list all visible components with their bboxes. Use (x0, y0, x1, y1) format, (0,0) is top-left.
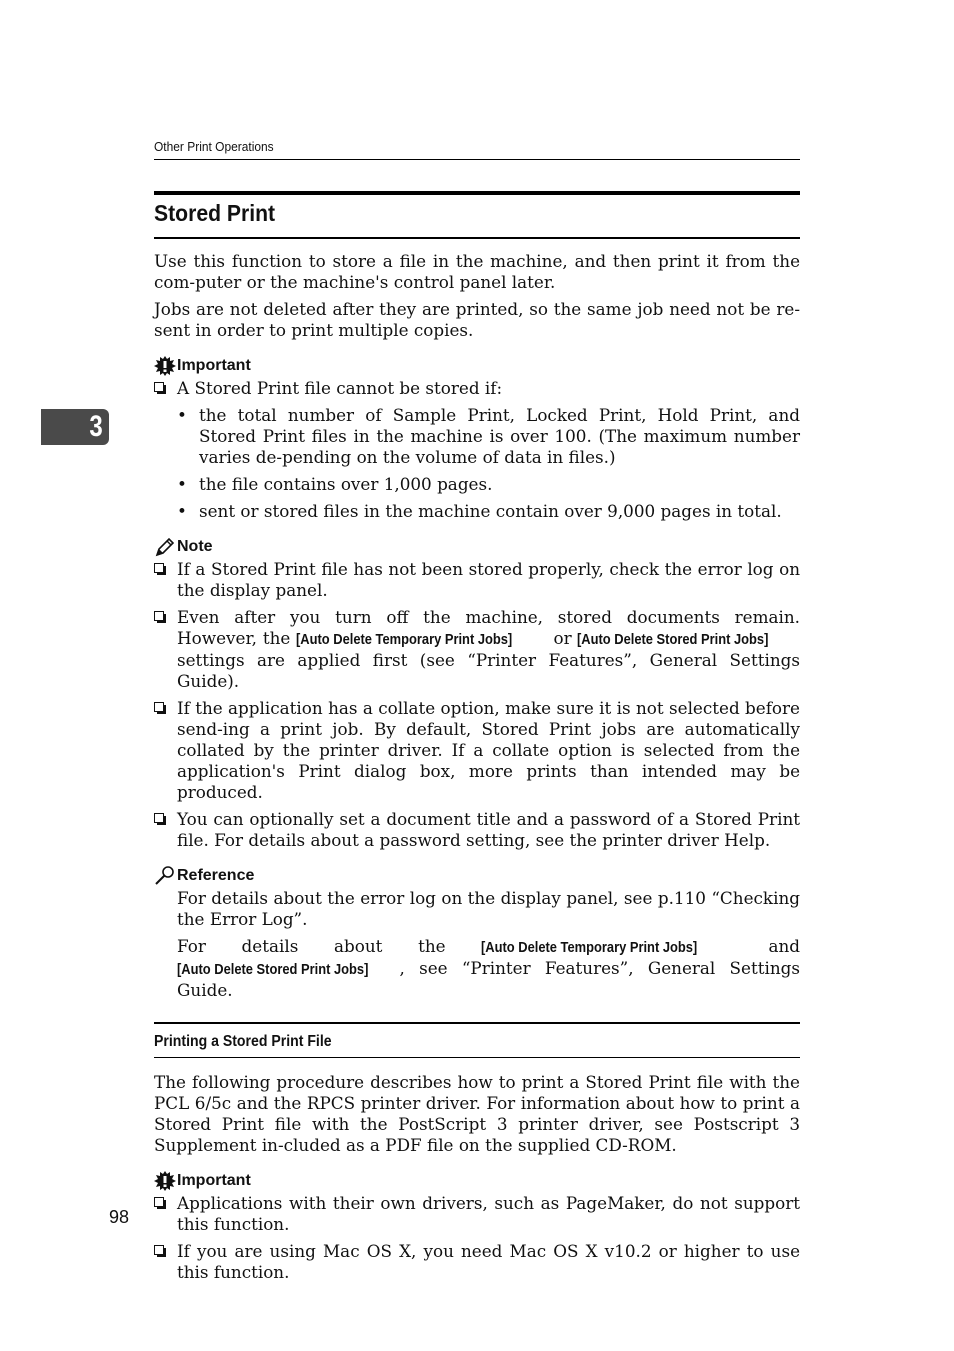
list-item: • sent or stored files in the machine contain over 9,000 pages in total. (154, 501, 800, 522)
reference-text: For details about the (177, 936, 482, 956)
checkbox-bullet-icon (154, 1245, 164, 1255)
key-label: [Auto Delete Stored Print Jobs] (177, 961, 369, 978)
running-header: Other Print Operations (154, 139, 274, 154)
important-bullet-list (154, 405, 800, 522)
note-item (154, 607, 800, 692)
reference-paragraph (154, 936, 800, 1001)
chapter-tab (41, 409, 109, 445)
note-item-text: or (547, 628, 578, 648)
subsection-paragraph: The following procedure describes how to print a Stored Print file with the PCL 6/5c and the RPCS printer driver. For information about how to print a Stored Print file with the PostScript 3 printer driver, see Postscript 3 Supplement in-cluded as a PDF file on the supplied CD-ROM. (154, 1072, 800, 1155)
note-item-text: Even after you turn off the machine, stored documents remain. However, the (177, 607, 800, 648)
note-item-text: settings are applied first (see “Printer Features”, General Settings Guide). (177, 650, 800, 691)
page-number: 98 (109, 1207, 130, 1227)
checkbox-bullet-icon (154, 1197, 164, 1207)
reference-label: Reference (177, 867, 255, 884)
list-item: • the total number of Sample Print, Locked Print, Hold Print, and Stored Print files in the machine is over 100. (The maximum number varies de-pending on the volume of data in files.) (154, 405, 800, 468)
checkbox-bullet-icon (154, 702, 164, 712)
important-item (154, 378, 800, 399)
section-top-rule (154, 191, 800, 195)
important-item (154, 1193, 800, 1235)
magnifier-icon (154, 866, 176, 886)
important-item-text: If you are using Mac OS X, you need Mac OS X v10.2 or higher to use this function. (177, 1241, 800, 1282)
checkbox-bullet-icon (154, 813, 164, 823)
note-item-text: If the application has a collate option, make sure it is not selected before send-ing a print job. By default, Stored Print jobs are automatically collated by the printer driver. If a collate option is selected from the application's Print dialog box, more prints than intended may be produced. (177, 698, 800, 802)
checkbox-bullet-icon (154, 611, 164, 621)
subsection-title: Printing a Stored Print File (154, 1033, 332, 1050)
checkbox-bullet-icon (154, 563, 164, 573)
key-label: [Auto Delete Stored Print Jobs] (577, 631, 769, 648)
important-icon (154, 1171, 176, 1191)
subsection-title-rule (154, 1057, 800, 1058)
important-heading (154, 1170, 800, 1191)
section-title-rule (154, 237, 800, 239)
main-content (154, 245, 800, 1283)
note-item (154, 698, 800, 803)
section-title: Stored Print (154, 200, 276, 226)
reference-text: and (732, 936, 801, 956)
intro-paragraph: Jobs are not deleted after they are printed, so the same job need not be re-sent in order to print multiple copies. (154, 299, 800, 340)
chapter-number: 3 (89, 410, 103, 443)
important-heading (154, 355, 800, 376)
important-item-text: Applications with their own drivers, such as PageMaker, do not support this function. (177, 1193, 800, 1234)
key-label: [Auto Delete Temporary Print Jobs] (296, 631, 513, 648)
important-item (154, 1241, 800, 1283)
note-item-text: If a Stored Print file has not been stored properly, check the error log on the display panel. (177, 559, 800, 600)
header-rule (154, 159, 800, 160)
note-item-text: You can optionally set a document title and a password of a Stored Print file. For details about a password setting, see the printer driver Help. (177, 809, 800, 850)
reference-paragraph: For details about the error log on the display panel, see p.110 “Checking the Error Log”. (177, 888, 800, 929)
note-label: Note (177, 538, 213, 555)
subsection-top-rule (154, 1022, 800, 1024)
note-item (154, 809, 800, 851)
intro-paragraph: Use this function to store a file in the machine, and then print it from the com-puter or the machine's control panel later. (154, 251, 800, 292)
important-label: Important (177, 1172, 251, 1189)
important-item-text: A Stored Print file cannot be stored if: (177, 378, 503, 398)
list-item: • the file contains over 1,000 pages. (154, 474, 800, 495)
note-item (154, 559, 800, 601)
important-icon (154, 356, 176, 376)
reference-text: , see “Printer Features”, General Settings Guide. (177, 958, 800, 1000)
reference-heading (154, 865, 800, 886)
important-label: Important (177, 357, 251, 374)
note-heading (154, 536, 800, 557)
checkbox-bullet-icon (154, 382, 164, 392)
pencil-icon (154, 537, 176, 557)
key-label: [Auto Delete Temporary Print Jobs] (481, 939, 698, 956)
